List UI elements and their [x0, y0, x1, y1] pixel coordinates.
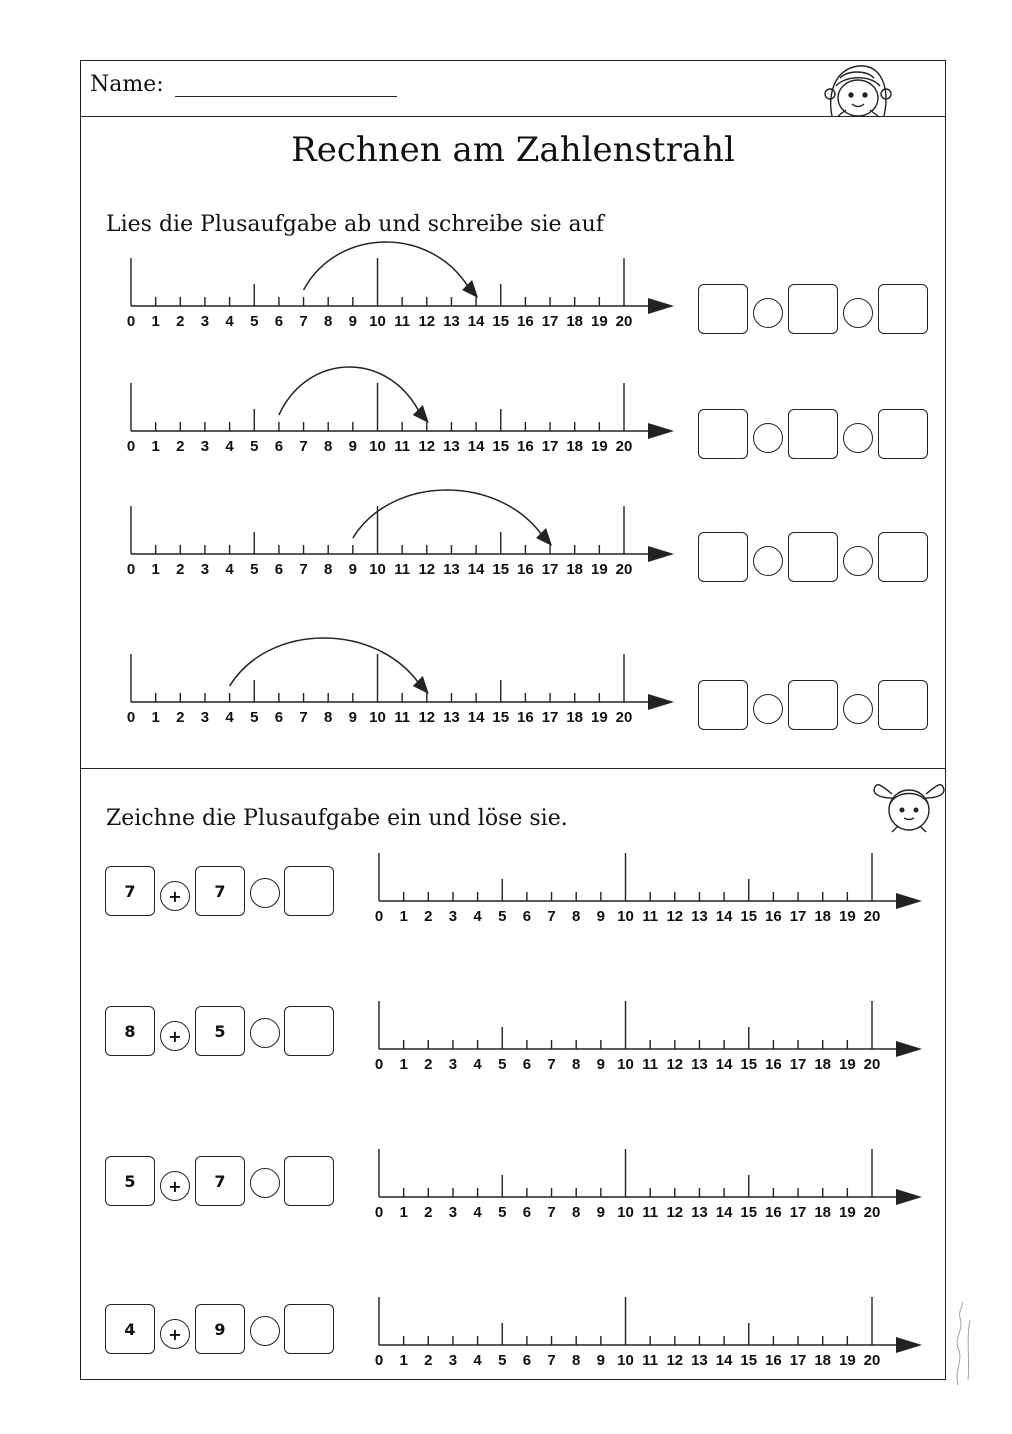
tick-label: 15 [492, 313, 510, 330]
tick-label: 15 [492, 438, 510, 455]
tick-label: 5 [498, 1204, 507, 1221]
answer-box-result[interactable] [878, 680, 928, 730]
tick-label: 16 [517, 561, 534, 578]
tick-label: 17 [541, 709, 559, 726]
tick-label: 9 [348, 313, 358, 330]
tick-label: 18 [566, 313, 584, 330]
tick-label: 16 [765, 1204, 782, 1221]
equals-circle[interactable] [250, 878, 280, 908]
tick-label: 16 [517, 438, 534, 455]
tick-label: 7 [299, 438, 308, 455]
tick-label: 6 [274, 709, 284, 726]
summand-box-2: 5 [195, 1006, 245, 1056]
name-label: Name: [90, 72, 164, 97]
tick-label: 13 [691, 1056, 708, 1073]
tick-label: 13 [443, 709, 460, 726]
tick-label: 14 [715, 908, 733, 925]
tick-label: 2 [176, 313, 185, 330]
tick-label: 19 [591, 709, 608, 726]
summand-box-1: 4 [105, 1304, 155, 1354]
tick-label: 3 [200, 313, 210, 330]
tick-label: 7 [299, 313, 308, 330]
tick-label: 8 [572, 908, 581, 925]
tick-label: 6 [522, 1352, 532, 1369]
tick-label: 17 [789, 1056, 807, 1073]
tick-label: 19 [591, 561, 608, 578]
tick-label: 2 [424, 908, 433, 925]
tick-label: 10 [369, 561, 386, 578]
tick-label: 3 [448, 1056, 458, 1073]
tick-label: 19 [839, 908, 856, 925]
tick-label: 16 [517, 313, 534, 330]
tick-label: 7 [547, 908, 556, 925]
answer-box-summand-2[interactable] [788, 409, 838, 459]
tick-label: 15 [740, 908, 758, 925]
tick-label: 12 [418, 709, 436, 726]
tick-label: 17 [541, 438, 559, 455]
plus-circle: + [160, 1319, 190, 1349]
tick-label: 3 [448, 908, 458, 925]
tick-label: 11 [642, 1056, 659, 1073]
tick-label: 9 [596, 1204, 606, 1221]
answer-box-result[interactable] [878, 409, 928, 459]
answer-box-summand-1[interactable] [698, 680, 748, 730]
tick-label: 5 [250, 709, 259, 726]
equals-circle[interactable] [250, 1168, 280, 1198]
tick-label: 20 [615, 561, 633, 578]
tick-label: 17 [789, 1204, 807, 1221]
tick-label: 8 [572, 1204, 581, 1221]
summand-box-1: 8 [105, 1006, 155, 1056]
tick-label: 10 [369, 709, 386, 726]
tick-label: 20 [615, 438, 633, 455]
arrowhead-icon [648, 694, 674, 710]
plus-circle: + [160, 881, 190, 911]
tick-label: 14 [715, 1204, 733, 1221]
number-line [121, 341, 701, 461]
tick-label: 1 [399, 1056, 408, 1073]
tick-label: 16 [765, 1056, 782, 1073]
arc-arrowhead-icon [462, 280, 478, 298]
answer-box-result[interactable] [878, 284, 928, 334]
tick-label: 18 [566, 709, 584, 726]
tick-label: 14 [467, 313, 485, 330]
tick-label: 17 [541, 561, 559, 578]
tick-label: 3 [200, 561, 210, 578]
tick-label: 13 [691, 1352, 708, 1369]
tick-label: 19 [839, 1352, 856, 1369]
tick-label: 20 [615, 313, 633, 330]
tick-label: 9 [348, 561, 358, 578]
page-title: Rechnen am Zahlenstrahl [291, 130, 735, 170]
tick-label: 1 [151, 438, 160, 455]
tick-label: 0 [374, 908, 384, 925]
answer-box-summand-2[interactable] [788, 532, 838, 582]
tick-label: 4 [473, 1056, 482, 1073]
number-line [369, 959, 949, 1079]
plus-circle: + [160, 1021, 190, 1051]
tick-label: 1 [399, 1204, 408, 1221]
tick-label: 2 [176, 561, 185, 578]
tick-label: 5 [250, 438, 259, 455]
summand-box-1: 7 [105, 866, 155, 916]
tick-label: 4 [225, 561, 234, 578]
tick-label: 6 [522, 1056, 532, 1073]
girl-face-icon [818, 58, 896, 118]
tick-label: 9 [596, 1056, 606, 1073]
tick-label: 2 [424, 1204, 433, 1221]
tick-label: 10 [617, 908, 634, 925]
operator-circle[interactable] [753, 298, 783, 328]
arrowhead-icon [896, 893, 922, 909]
tick-label: 5 [250, 313, 259, 330]
jump-arc [304, 242, 471, 290]
signature-icon [950, 1300, 980, 1390]
arrowhead-icon [648, 546, 674, 562]
tick-label: 12 [666, 1056, 684, 1073]
tick-label: 6 [522, 908, 532, 925]
jump-arc [279, 367, 421, 415]
tick-label: 1 [151, 313, 160, 330]
tick-label: 9 [596, 1352, 606, 1369]
tick-label: 4 [473, 1204, 482, 1221]
header-divider [80, 116, 946, 117]
tick-label: 11 [642, 908, 659, 925]
arrowhead-icon [896, 1337, 922, 1353]
tick-label: 6 [274, 438, 284, 455]
tick-label: 0 [126, 313, 136, 330]
answer-box-summand-1[interactable] [698, 532, 748, 582]
tick-label: 18 [566, 438, 584, 455]
equals-circle[interactable] [843, 546, 873, 576]
answer-box-result[interactable] [284, 1006, 334, 1056]
tick-label: 8 [324, 313, 333, 330]
tick-label: 19 [591, 438, 608, 455]
tick-label: 4 [225, 709, 234, 726]
tick-label: 12 [418, 438, 436, 455]
instruction-read: Lies die Plusaufgabe ab und schreibe sie auf [106, 212, 604, 237]
instruction-draw: Zeichne die Plusaufgabe ein und löse sie. [106, 806, 568, 831]
tick-label: 12 [666, 1352, 684, 1369]
tick-label: 8 [324, 438, 333, 455]
jump-arc [230, 638, 421, 686]
answer-box-summand-1[interactable] [698, 409, 748, 459]
operator-circle[interactable] [753, 694, 783, 724]
arc-arrowhead-icon [413, 405, 429, 423]
tick-label: 16 [517, 709, 534, 726]
jump-arc [353, 490, 544, 538]
tick-label: 12 [418, 313, 436, 330]
tick-label: 10 [369, 313, 386, 330]
tick-label: 7 [547, 1352, 556, 1369]
tick-label: 11 [642, 1352, 659, 1369]
tick-label: 8 [324, 561, 333, 578]
tick-label: 2 [424, 1056, 433, 1073]
tick-label: 14 [467, 709, 485, 726]
tick-label: 10 [617, 1204, 634, 1221]
tick-label: 2 [424, 1352, 433, 1369]
equals-circle[interactable] [843, 423, 873, 453]
tick-label: 19 [839, 1056, 856, 1073]
tick-label: 7 [299, 709, 308, 726]
answer-box-result[interactable] [878, 532, 928, 582]
tick-label: 18 [814, 1352, 832, 1369]
number-line [369, 1255, 949, 1375]
tick-label: 5 [498, 908, 507, 925]
tick-label: 3 [448, 1204, 458, 1221]
tick-label: 9 [348, 438, 358, 455]
tick-label: 13 [443, 561, 460, 578]
summand-box-2: 7 [195, 866, 245, 916]
plus-circle: + [160, 1171, 190, 1201]
tick-label: 20 [863, 1352, 881, 1369]
tick-label: 14 [715, 1352, 733, 1369]
tick-label: 11 [394, 709, 411, 726]
tick-label: 15 [492, 709, 510, 726]
name-field[interactable] [175, 96, 397, 97]
equals-circle[interactable] [843, 298, 873, 328]
tick-label: 4 [473, 908, 482, 925]
summand-box-2: 7 [195, 1156, 245, 1206]
tick-label: 9 [348, 709, 358, 726]
tick-label: 0 [126, 438, 136, 455]
tick-label: 1 [399, 1352, 408, 1369]
operator-circle[interactable] [753, 423, 783, 453]
tick-label: 18 [566, 561, 584, 578]
tick-label: 18 [814, 908, 832, 925]
tick-label: 10 [617, 1352, 634, 1369]
tick-label: 0 [374, 1056, 384, 1073]
tick-label: 16 [765, 908, 782, 925]
tick-label: 8 [324, 709, 333, 726]
summand-box-2: 9 [195, 1304, 245, 1354]
tick-label: 8 [572, 1352, 581, 1369]
answer-box-summand-2[interactable] [788, 680, 838, 730]
answer-box-summand-1[interactable] [698, 284, 748, 334]
summand-box-1: 5 [105, 1156, 155, 1206]
tick-label: 15 [740, 1352, 758, 1369]
tick-label: 4 [473, 1352, 482, 1369]
tick-label: 11 [642, 1204, 659, 1221]
tick-label: 11 [394, 438, 411, 455]
operator-circle[interactable] [753, 546, 783, 576]
number-line [121, 216, 701, 336]
answer-box-summand-2[interactable] [788, 284, 838, 334]
tick-label: 11 [394, 561, 411, 578]
tick-label: 17 [789, 1352, 807, 1369]
number-line [369, 1107, 949, 1227]
tick-label: 6 [522, 1204, 532, 1221]
tick-label: 12 [666, 908, 684, 925]
tick-label: 0 [374, 1204, 384, 1221]
tick-label: 19 [591, 313, 608, 330]
tick-label: 1 [399, 908, 408, 925]
tick-label: 19 [839, 1204, 856, 1221]
arrowhead-icon [648, 298, 674, 314]
tick-label: 11 [394, 313, 411, 330]
tick-label: 9 [596, 908, 606, 925]
tick-label: 15 [740, 1056, 758, 1073]
tick-label: 3 [448, 1352, 458, 1369]
tick-label: 3 [200, 438, 210, 455]
number-line [369, 811, 949, 931]
tick-label: 12 [418, 561, 436, 578]
tick-label: 12 [666, 1204, 684, 1221]
tick-label: 15 [492, 561, 510, 578]
tick-label: 7 [547, 1204, 556, 1221]
tick-label: 5 [498, 1352, 507, 1369]
answer-box-result[interactable] [284, 1156, 334, 1206]
tick-label: 6 [274, 313, 284, 330]
tick-label: 14 [715, 1056, 733, 1073]
answer-box-result[interactable] [284, 866, 334, 916]
equals-circle[interactable] [843, 694, 873, 724]
tick-label: 7 [299, 561, 308, 578]
equals-circle[interactable] [250, 1316, 280, 1346]
tick-label: 15 [740, 1204, 758, 1221]
tick-label: 0 [374, 1352, 384, 1369]
tick-label: 0 [126, 709, 136, 726]
tick-label: 0 [126, 561, 136, 578]
tick-label: 4 [225, 313, 234, 330]
tick-label: 20 [615, 709, 633, 726]
tick-label: 3 [200, 709, 210, 726]
tick-label: 13 [691, 908, 708, 925]
tick-label: 5 [498, 1056, 507, 1073]
equals-circle[interactable] [250, 1018, 280, 1048]
tick-label: 20 [863, 908, 881, 925]
tick-label: 10 [617, 1056, 634, 1073]
tick-label: 13 [443, 438, 460, 455]
arrowhead-icon [896, 1041, 922, 1057]
tick-label: 16 [765, 1352, 782, 1369]
section-divider [80, 768, 946, 769]
number-line [121, 612, 701, 732]
tick-label: 4 [225, 438, 234, 455]
tick-label: 20 [863, 1204, 881, 1221]
tick-label: 10 [369, 438, 386, 455]
tick-label: 13 [691, 1204, 708, 1221]
tick-label: 14 [467, 438, 485, 455]
tick-label: 7 [547, 1056, 556, 1073]
tick-label: 1 [151, 561, 160, 578]
arrowhead-icon [896, 1189, 922, 1205]
tick-label: 18 [814, 1056, 832, 1073]
tick-label: 2 [176, 438, 185, 455]
tick-label: 14 [467, 561, 485, 578]
tick-label: 13 [443, 313, 460, 330]
tick-label: 17 [541, 313, 559, 330]
tick-label: 5 [250, 561, 259, 578]
tick-label: 17 [789, 908, 807, 925]
tick-label: 2 [176, 709, 185, 726]
tick-label: 8 [572, 1056, 581, 1073]
tick-label: 1 [151, 709, 160, 726]
arrowhead-icon [648, 423, 674, 439]
tick-label: 20 [863, 1056, 881, 1073]
tick-label: 6 [274, 561, 284, 578]
number-line [121, 464, 701, 584]
tick-label: 18 [814, 1204, 832, 1221]
answer-box-result[interactable] [284, 1304, 334, 1354]
